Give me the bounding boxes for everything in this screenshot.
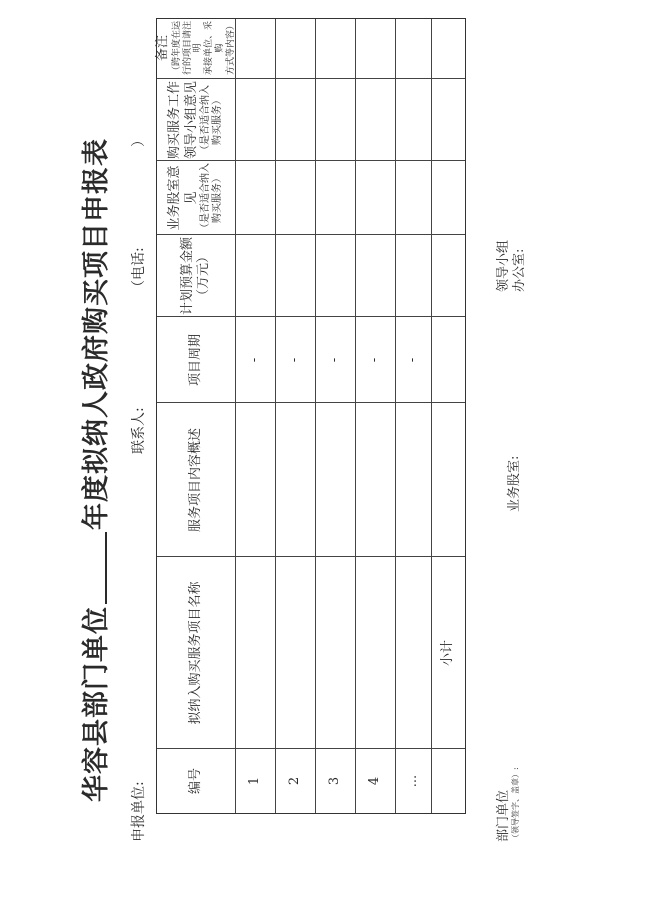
phone-close-paren: ）	[131, 133, 147, 147]
header-remark	[157, 17, 235, 79]
contact-person-label: 联系人:	[131, 407, 147, 454]
row-1-period: -	[246, 357, 262, 363]
row-2-period: -	[286, 357, 302, 363]
row-3-no: 3	[326, 776, 342, 786]
row-4-period: -	[366, 357, 382, 363]
phone-label: （电话:	[131, 247, 147, 294]
row-2-no: 2	[286, 776, 302, 786]
footer-dept-sub: （领导签字、盖章）:	[511, 767, 520, 842]
header-leader-opinion	[157, 79, 235, 161]
row-5-no: ...	[404, 774, 420, 788]
title-suffix: 年度拟纳人政府购买项目申报表	[81, 138, 112, 530]
footer-dept-label: 部门单位	[496, 789, 511, 842]
row-3-period: -	[326, 357, 342, 363]
footer-biz-label: 业务股室:	[507, 455, 522, 512]
row-5-period: -	[404, 357, 420, 363]
header-project-period: 项目周期	[187, 334, 203, 387]
header-dept-opinion	[157, 161, 235, 235]
application-table	[156, 18, 466, 814]
header-budget: 计划预算金额 （万元）	[179, 237, 211, 316]
applicant-unit-label: 申报单位:	[131, 781, 147, 842]
dept-opinion-title: 业务股室意见	[167, 165, 199, 231]
header-service-name: 拟纳入购买服务项目名称	[187, 581, 203, 725]
remark-sub: （跨年度在运 行的项目请注明 承接单位、采购 方式等内容）	[171, 21, 236, 76]
remark-title: 备注	[155, 35, 171, 62]
year-blank[interactable]	[81, 532, 107, 604]
subtotal-label: 小计	[439, 640, 455, 667]
title-prefix: 华容县部门单位	[81, 606, 112, 802]
page-title	[74, 138, 113, 802]
row-1-no: 1	[246, 776, 262, 786]
row-4-no: 4	[366, 776, 382, 786]
header-no: 编号	[187, 768, 203, 795]
footer-leader-label: 领导小组 办公室:	[496, 239, 528, 292]
leader-opinion-title: 购买服务工作 领导小组意见	[167, 81, 199, 160]
dept-opinion-sub: （是否适合纳入 购买服务）	[199, 163, 224, 233]
leader-opinion-sub: （是否适合纳入 购买服务）	[199, 85, 224, 155]
header-service-description: 服务项目内容概述	[187, 428, 203, 533]
